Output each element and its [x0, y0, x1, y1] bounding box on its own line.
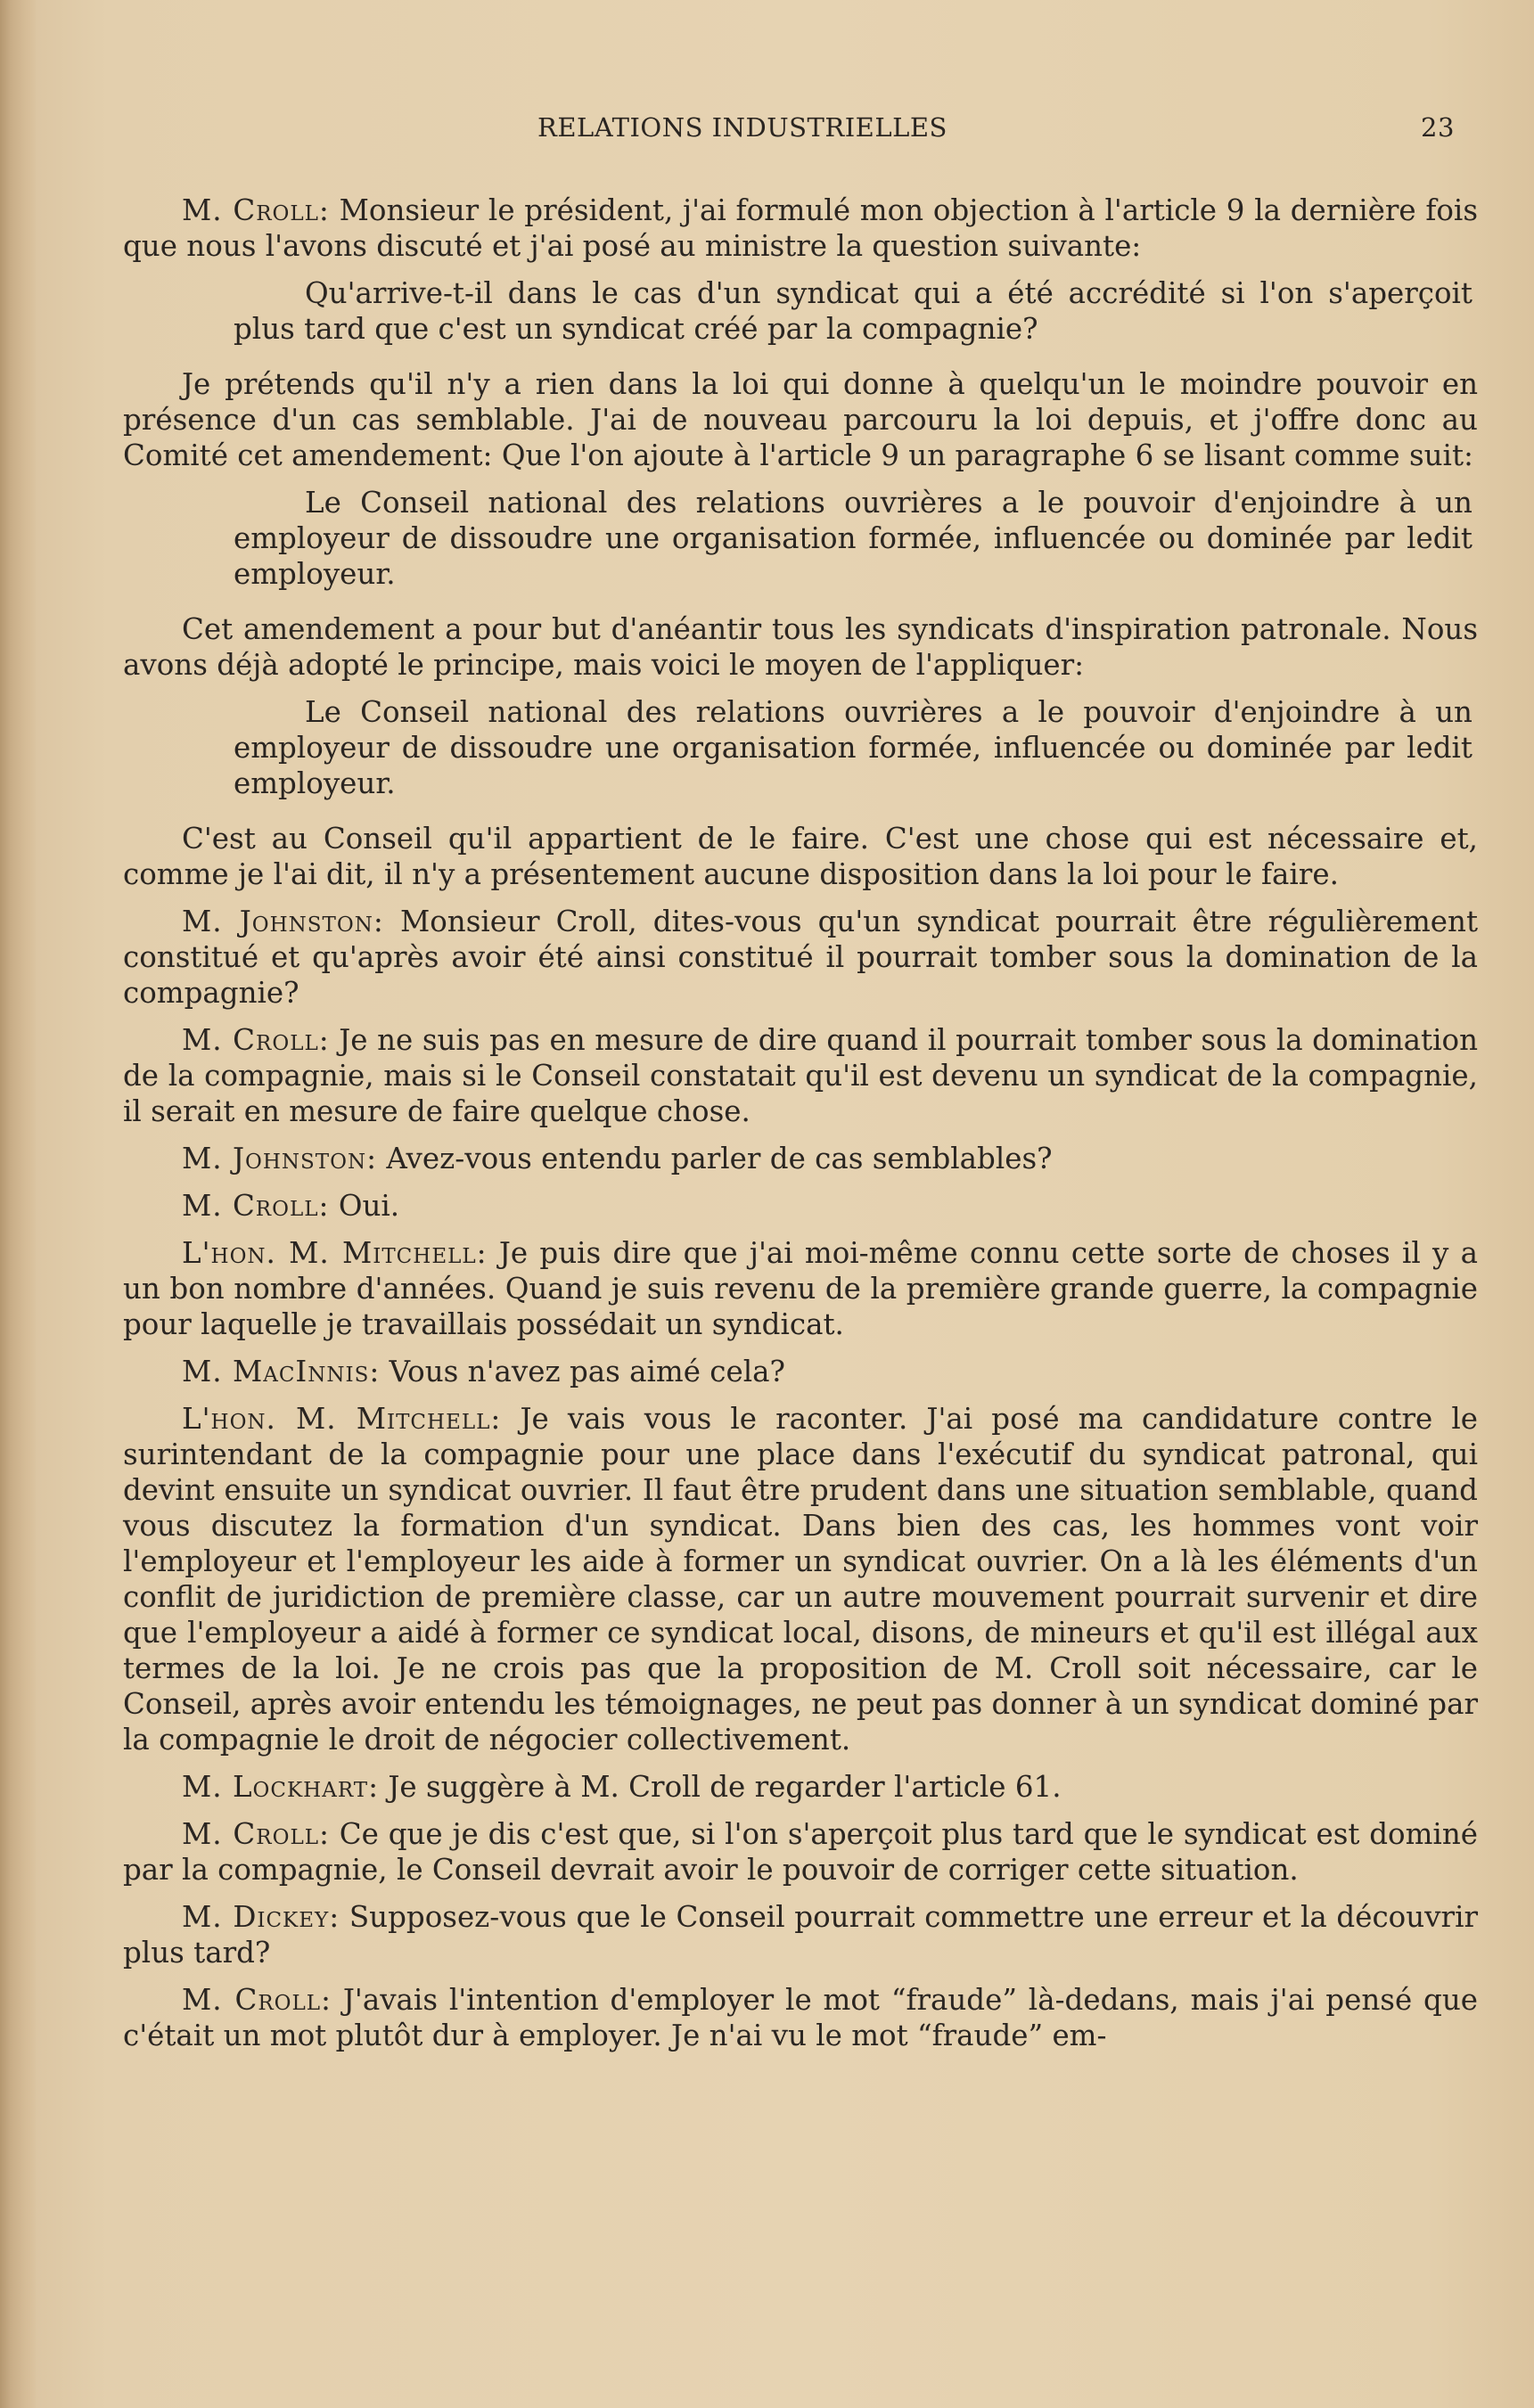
paragraph: [123, 1354, 1478, 1389]
paragraph: [123, 1816, 1478, 1888]
paragraph: C'est au Conseil qu'il appartient de le faire. C'est une chose qui est nécessaire et, comme je l'ai dit, il n'y a présentement aucune disposition dans la loi pour le faire.: [123, 822, 1478, 891]
paragraph-text: Je puis dire que j'ai moi-même connu cette sorte de choses il y a un bon nombre d'années. Quand je suis revenu de la première grande guerre, la compagnie pour laquelle je travaillais possédait un syndicat.: [123, 1236, 1478, 1341]
page-number: 23: [1421, 112, 1455, 143]
speaker-name: M. Lockhart:: [182, 1770, 380, 1804]
block-quote: Qu'arrive-t-il dans le cas d'un syndicat qui a été accrédité si l'on s'aperçoit plus tard que c'est un syndicat créé par la compagnie?: [234, 276, 1472, 346]
running-title: RELATIONS INDUSTRIELLES: [537, 112, 947, 143]
speaker-name: M. MacInnis:: [182, 1355, 381, 1388]
speaker-name: M. Croll:: [182, 1983, 332, 2017]
paragraph: [123, 1401, 1478, 1757]
paragraph-text: Je ne suis pas en mesure de dire quand il pourrait tomber sous la domination de la compagnie, mais si le Conseil constatait qu'il est devenu un syndicat de la compagnie, il serait en mesure de faire quelque chose.: [123, 1023, 1478, 1128]
paragraph-text: Avez-vous entendu parler de cas semblables?: [386, 1142, 1053, 1175]
paragraph: [123, 1899, 1478, 1970]
paragraph-text: J'avais l'intention d'employer le mot “fraude” là-dedans, mais j'ai pensé que c'était un mot plutôt dur à employer. Je n'ai vu le mot “fraude” em-: [123, 1983, 1478, 2052]
paragraph-text: Je suggère à M. Croll de regarder l'article 61.: [388, 1770, 1062, 1804]
speaker-name: L'hon. M. Mitchell:: [182, 1236, 488, 1270]
paragraph-text: Monsieur Croll, dites-vous qu'un syndicat pourrait être régulièrement constitué et qu'après avoir été ainsi constitué il pourrait tomber sous la domination de la compagnie?: [123, 905, 1479, 1010]
block-quote: Le Conseil national des relations ouvrières a le pouvoir d'enjoindre à un employeur de dissoudre une organisation formée, influencée ou dominée par ledit employeur.: [234, 695, 1472, 800]
speaker-name: M. Johnston:: [182, 905, 384, 938]
paragraph-text: Monsieur le président, j'ai formulé mon objection à l'article 9 la dernière fois que nous l'avons discuté et j'ai posé au ministre la question suivante:: [123, 193, 1479, 263]
book-spine-shadow: [0, 0, 37, 2408]
paragraph: Je prétends qu'il n'y a rien dans la loi qui donne à quelqu'un le moindre pouvoir en présence d'un cas semblable. J'ai de nouveau parcouru la loi depuis, et j'offre donc au Comité cet amendement: Que l'on ajoute à l'article 9 un paragraphe 6 se lisant comme suit:: [123, 367, 1478, 472]
paragraph: Cet amendement a pour but d'anéantir tous les syndicats d'inspiration patronale. Nous avons déjà adopté le principe, mais voici le moyen de l'appliquer:: [123, 612, 1478, 682]
block-quote: Le Conseil national des relations ouvrières a le pouvoir d'enjoindre à un employeur de dissoudre une organisation formée, influencée ou dominée par ledit employeur.: [234, 486, 1472, 591]
speaker-name: M. Johnston:: [182, 1142, 378, 1175]
speaker-name: L'hon. M. Mitchell:: [182, 1402, 502, 1436]
paragraph: [123, 1982, 1478, 2053]
paragraph-text: Vous n'avez pas aimé cela?: [389, 1355, 785, 1388]
speaker-name: M. Croll:: [182, 1023, 330, 1057]
speaker-name: M. Croll:: [182, 1189, 330, 1223]
speaker-name: M. Dickey:: [182, 1900, 340, 1934]
speaker-name: M. Croll:: [182, 1817, 330, 1851]
paragraph: [123, 1022, 1478, 1129]
paragraph: [123, 1769, 1478, 1805]
paragraph: [123, 1235, 1478, 1342]
paragraph-text: Ce que je dis c'est que, si l'on s'aperçoit plus tard que le syndicat est dominé par la compagnie, le Conseil devrait avoir le pouvoir de corriger cette situation.: [123, 1817, 1478, 1887]
page-body: [123, 192, 1478, 2065]
page-header: [0, 112, 1534, 155]
speaker-name: M. Croll:: [182, 193, 330, 227]
paragraph-text: Je vais vous le raconter. J'ai posé ma candidature contre le surintendant de la compagnie pour une place dans l'exécutif du syndicat patronal, qui devint ensuite un syndicat ouvrier. Il faut être prudent dans une situation semblable, quand vous discutez la formation d'un syndicat. Dans bien des cas, les hommes vont voir l'employeur et l'employeur les aide à former un syndicat ouvrier. On a là les éléments d'un conflit de juridiction de première classe, car un autre mouvement pourrait survenir et dire que l'employeur a aidé à former ce syndicat local, disons, de mineurs et qu'il est illégal aux termes de la loi. Je ne crois pas que la proposition de M. Croll soit nécessaire, car le Conseil, après avoir entendu les témoignages, ne peut pas donner à un syndicat dominé par la compagnie le droit de négocier collectivement.: [123, 1402, 1478, 1757]
paragraph: [123, 192, 1478, 264]
paragraph: [123, 904, 1478, 1011]
paragraph-text: Supposez-vous que le Conseil pourrait commettre une erreur et la découvrir plus tard?: [123, 1900, 1478, 1970]
paragraph: [123, 1141, 1478, 1176]
paragraph: [123, 1188, 1478, 1224]
paragraph-text: Oui.: [338, 1189, 400, 1223]
